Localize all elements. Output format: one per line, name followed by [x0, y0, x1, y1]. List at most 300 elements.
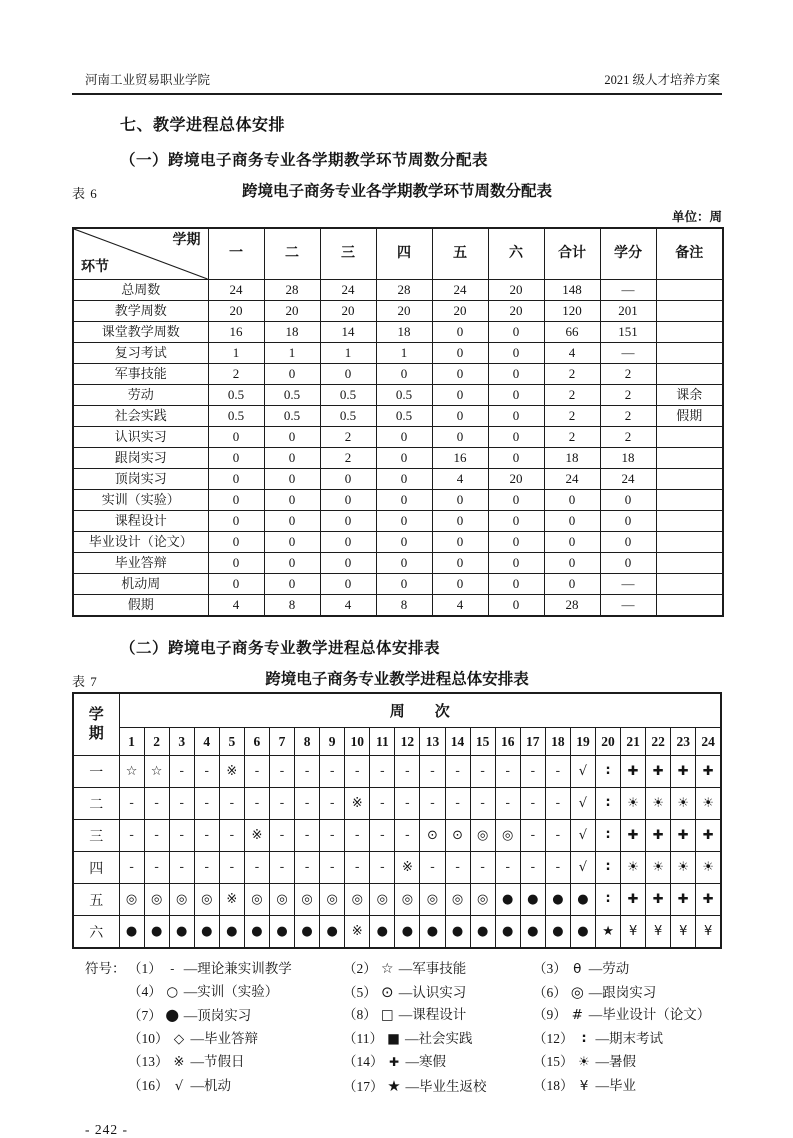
week-symbol-cell: - — [320, 820, 345, 852]
cell-value: 0 — [376, 490, 432, 511]
cell-value — [656, 574, 723, 595]
legend-item — [533, 1004, 722, 1028]
week-symbol-cell: ∶ — [595, 852, 620, 884]
legend-number: （7） — [128, 1008, 162, 1023]
cell-value: 2 — [544, 406, 600, 427]
cell-value: 24 — [544, 469, 600, 490]
legend-prefix — [72, 1004, 128, 1028]
week-symbol-cell: ● — [144, 916, 169, 949]
week-symbol-cell: - — [520, 820, 545, 852]
week-symbol-cell: - — [470, 756, 495, 788]
week-symbol-cell: ✚ — [696, 884, 721, 916]
week-symbol-cell: ● — [520, 884, 545, 916]
legend-number: （16） — [128, 1077, 169, 1093]
schedule-row — [73, 788, 721, 820]
table-row — [73, 301, 723, 322]
cell-value: 1 — [208, 343, 264, 364]
legend-item — [343, 1051, 533, 1075]
cell-value: 0 — [208, 511, 264, 532]
column-header: 备注 — [656, 228, 723, 280]
table7-caption — [72, 670, 722, 690]
week-symbol-cell: ∶ — [595, 756, 620, 788]
cell-value: 120 — [544, 301, 600, 322]
week-symbol-cell: - — [144, 852, 169, 884]
week-symbol-cell: ∶ — [595, 884, 620, 916]
legend-label: —社会实践 — [405, 1030, 473, 1046]
cell-value: 16 — [208, 322, 264, 343]
week-symbol-cell: ● — [445, 916, 470, 949]
week-number-row — [73, 728, 721, 756]
legend-item — [343, 1075, 533, 1099]
cell-value: 0 — [488, 574, 544, 595]
schedule-row — [73, 756, 721, 788]
legend-item — [533, 1051, 722, 1075]
legend-number: （17） — [343, 1078, 384, 1094]
cell-value: 0 — [432, 406, 488, 427]
legend-number: （10） — [128, 1030, 169, 1046]
table-row — [73, 532, 723, 553]
cell-value: 0 — [432, 574, 488, 595]
column-header: 六 — [488, 228, 544, 280]
legend-symbol: ✚ — [388, 1055, 400, 1069]
week-number: 3 — [169, 728, 194, 756]
week-symbol-cell: ◎ — [495, 820, 520, 852]
week-symbol-cell: ● — [570, 884, 595, 916]
week-symbol-cell: ● — [370, 916, 395, 949]
subsection-title-1: （一）跨境电子商务专业各学期教学环节周数分配表 — [120, 152, 489, 169]
week-symbol-cell: ◎ — [470, 884, 495, 916]
schedule-row — [73, 820, 721, 852]
row-label: 机动周 — [73, 574, 208, 595]
cell-value: 0 — [320, 574, 376, 595]
row-label: 毕业答辩 — [73, 553, 208, 574]
cell-value: 0 — [264, 448, 320, 469]
cell-value: 0 — [488, 364, 544, 385]
legend-symbol: ∶ — [582, 1031, 586, 1047]
legend-item — [343, 981, 533, 1005]
week-symbol-cell: - — [194, 852, 219, 884]
cell-value: 0 — [544, 532, 600, 553]
week-symbol-cell: - — [345, 756, 370, 788]
cell-value: 2 — [320, 448, 376, 469]
legend-number: （9） — [533, 1007, 567, 1022]
cell-value: 20 — [376, 301, 432, 322]
week-symbol-cell: - — [269, 820, 294, 852]
cell-value: 1 — [376, 343, 432, 364]
cell-value: — — [600, 280, 656, 301]
week-symbol-cell: ☀ — [621, 852, 646, 884]
legend-symbol: ★ — [387, 1076, 401, 1095]
cell-value: 24 — [208, 280, 264, 301]
unit-note: 单位：周 — [671, 210, 722, 224]
legend-number: （3） — [533, 961, 567, 976]
week-symbol-cell: ※ — [219, 756, 244, 788]
table-row — [73, 595, 723, 617]
week-symbol-cell: ☀ — [646, 852, 671, 884]
week-symbol-cell: - — [119, 852, 144, 884]
week-symbol-cell: ✚ — [696, 756, 721, 788]
header-plan-name: 2021 级人才培养方案 — [604, 73, 720, 87]
cell-value: 0 — [544, 511, 600, 532]
table-row — [73, 511, 723, 532]
weeks-distribution-table — [72, 227, 724, 617]
row-label: 实训（实验） — [73, 490, 208, 511]
cell-value — [656, 532, 723, 553]
cell-value: 28 — [544, 595, 600, 617]
legend-prefix — [72, 1028, 128, 1052]
cell-value: 0 — [432, 553, 488, 574]
week-symbol-cell: - — [219, 820, 244, 852]
table7-label: 表 7 — [72, 674, 98, 689]
table6-caption — [72, 182, 722, 202]
week-symbol-cell: ※ — [345, 916, 370, 949]
cell-value — [656, 301, 723, 322]
week-symbol-cell: - — [395, 820, 420, 852]
cell-value: 0 — [376, 427, 432, 448]
cell-value: 0 — [208, 490, 264, 511]
week-symbol-cell: - — [420, 852, 445, 884]
week-number: 23 — [671, 728, 696, 756]
cell-value: 0 — [376, 448, 432, 469]
cell-value: 0 — [600, 532, 656, 553]
legend-number: （18） — [533, 1077, 574, 1093]
semester-header-char-2: 期 — [88, 725, 104, 742]
legend-number: （12） — [533, 1030, 574, 1046]
cell-value: 66 — [544, 322, 600, 343]
week-number: 17 — [520, 728, 545, 756]
week-symbol-cell: ◎ — [295, 884, 320, 916]
semester-header-char-1: 学 — [88, 706, 104, 723]
cell-value: 0 — [432, 532, 488, 553]
legend-symbol: ☆ — [380, 961, 394, 977]
cell-value: 2 — [600, 427, 656, 448]
week-number: 6 — [244, 728, 269, 756]
legend-symbol: ※ — [173, 1055, 185, 1070]
week-symbol-cell: - — [269, 852, 294, 884]
week-symbol-cell: - — [244, 756, 269, 788]
cell-value: 0 — [320, 532, 376, 553]
corner-label-item: 环节 — [81, 259, 109, 275]
semester-label: 五 — [73, 884, 119, 916]
cell-value: 0 — [264, 553, 320, 574]
week-symbol-cell: ◎ — [144, 884, 169, 916]
week-symbol-cell: ◎ — [395, 884, 420, 916]
week-number: 20 — [595, 728, 620, 756]
cell-value: 201 — [600, 301, 656, 322]
cell-value: 2 — [208, 364, 264, 385]
week-symbol-cell: - — [194, 820, 219, 852]
cell-value: 0.5 — [264, 406, 320, 427]
table-row — [73, 364, 723, 385]
week-symbol-cell: - — [119, 788, 144, 820]
cell-value — [656, 448, 723, 469]
legend-symbol: √ — [174, 1078, 184, 1094]
corner-label-semester: 学期 — [172, 233, 201, 248]
cell-value: 课余 — [656, 385, 723, 406]
cell-value: 0 — [488, 490, 544, 511]
cell-value: 0 — [488, 532, 544, 553]
week-symbol-cell: - — [144, 788, 169, 820]
legend-item — [533, 1075, 722, 1099]
week-symbol-cell: ∶ — [595, 788, 620, 820]
legend-label: —实训（实验） — [183, 983, 279, 999]
cell-value: 0 — [376, 532, 432, 553]
legend-item — [533, 981, 722, 1005]
legend-label: —节假日 — [190, 1054, 245, 1069]
week-symbol-cell: - — [370, 788, 395, 820]
week-symbol-cell: ● — [570, 916, 595, 949]
row-label: 毕业设计（论文） — [73, 532, 208, 553]
week-symbol-cell: ✚ — [621, 820, 646, 852]
cell-value: 0 — [208, 574, 264, 595]
week-number: 10 — [345, 728, 370, 756]
week-symbol-cell: ★ — [595, 916, 620, 949]
week-symbol-cell: - — [219, 852, 244, 884]
legend-symbol: ○ — [166, 983, 179, 1000]
cell-value — [656, 511, 723, 532]
cell-value: 14 — [320, 322, 376, 343]
cell-value: 18 — [264, 322, 320, 343]
cell-value: 0.5 — [320, 385, 376, 406]
section-title: 七、教学进程总体安排 — [120, 117, 286, 134]
week-number: 12 — [395, 728, 420, 756]
cell-value: 0.5 — [264, 385, 320, 406]
week-number: 1 — [119, 728, 144, 756]
semester-column-header — [73, 693, 119, 756]
table7-body — [73, 756, 721, 949]
week-symbol-cell: - — [420, 756, 445, 788]
schedule-row — [73, 916, 721, 949]
cell-value: 24 — [432, 280, 488, 301]
week-symbol-cell: - — [370, 756, 395, 788]
week-number: 14 — [445, 728, 470, 756]
week-symbol-cell: - — [545, 852, 570, 884]
week-symbol-cell: ∶ — [595, 820, 620, 852]
legend-symbol: ◇ — [173, 1030, 185, 1047]
cell-value: 0 — [600, 511, 656, 532]
legend-item — [533, 1028, 722, 1052]
legend-symbol: ⊙ — [380, 982, 394, 1001]
cell-value: 20 — [488, 469, 544, 490]
week-symbol-cell: - — [320, 756, 345, 788]
row-label: 认识实习 — [73, 427, 208, 448]
legend-item — [128, 1004, 343, 1028]
week-symbol-cell: ※ — [345, 788, 370, 820]
cell-value: 18 — [544, 448, 600, 469]
cell-value: 20 — [264, 301, 320, 322]
legend-line — [72, 1051, 722, 1075]
column-header: 一 — [208, 228, 264, 280]
row-label: 课程设计 — [73, 511, 208, 532]
legend-number: （2） — [343, 961, 377, 976]
legend-item — [128, 1051, 343, 1075]
legend-prefix — [72, 1075, 128, 1099]
week-symbol-cell: - — [219, 788, 244, 820]
cell-value: — — [600, 595, 656, 617]
week-symbol-cell: ◎ — [370, 884, 395, 916]
header-school-name: 河南工业贸易职业学院 — [85, 73, 211, 87]
week-symbol-cell: ◎ — [320, 884, 345, 916]
week-symbol-cell: ● — [219, 916, 244, 949]
cell-value: 0 — [376, 469, 432, 490]
week-symbol-cell: ※ — [219, 884, 244, 916]
week-symbol-cell: ◎ — [470, 820, 495, 852]
legend-item — [343, 958, 533, 981]
week-symbol-cell: ◎ — [244, 884, 269, 916]
cell-value — [656, 553, 723, 574]
week-symbol-cell: √ — [570, 788, 595, 820]
cell-value: 0 — [208, 448, 264, 469]
week-number: 24 — [696, 728, 721, 756]
cell-value: 16 — [432, 448, 488, 469]
week-symbol-cell: ✚ — [696, 820, 721, 852]
legend-symbol: ■ — [387, 1030, 400, 1047]
cell-value: 28 — [264, 280, 320, 301]
week-symbol-cell: - — [445, 756, 470, 788]
row-label: 总周数 — [73, 280, 208, 301]
column-header: 五 — [432, 228, 488, 280]
cell-value: 18 — [376, 322, 432, 343]
cell-value — [656, 322, 723, 343]
week-number: 21 — [621, 728, 646, 756]
cell-value: 0 — [320, 553, 376, 574]
column-header: 四 — [376, 228, 432, 280]
week-symbol-cell: ※ — [244, 820, 269, 852]
cell-value: 4 — [320, 595, 376, 617]
week-symbol-cell: - — [169, 788, 194, 820]
row-label: 顶岗实习 — [73, 469, 208, 490]
legend-label: —机动 — [190, 1077, 231, 1093]
cell-value: 0.5 — [376, 406, 432, 427]
week-symbol-cell: - — [445, 852, 470, 884]
week-symbol-cell: - — [169, 852, 194, 884]
legend-symbol: □ — [380, 1007, 394, 1023]
cell-value: 4 — [432, 595, 488, 617]
row-label: 假期 — [73, 595, 208, 617]
cell-value: 4 — [544, 343, 600, 364]
cell-value: 0 — [488, 343, 544, 364]
cell-value: 1 — [320, 343, 376, 364]
table-row — [73, 385, 723, 406]
legend-item — [128, 981, 343, 1005]
cell-value: 0 — [264, 427, 320, 448]
week-symbol-cell: - — [445, 788, 470, 820]
cell-value: 0 — [208, 469, 264, 490]
cell-value — [656, 490, 723, 511]
cell-value: 0 — [488, 322, 544, 343]
column-header: 二 — [264, 228, 320, 280]
cell-value: 2 — [544, 364, 600, 385]
legend-symbol: ● — [165, 1005, 180, 1024]
week-symbol-cell: ● — [495, 916, 520, 949]
week-symbol-cell: - — [545, 788, 570, 820]
week-symbol-cell: ☀ — [671, 852, 696, 884]
legend-item — [343, 1028, 533, 1052]
week-symbol-cell: ● — [495, 884, 520, 916]
cell-value: 0 — [544, 574, 600, 595]
table6-title: 跨境电子商务专业各学期教学环节周数分配表 — [241, 183, 552, 200]
week-symbol-cell: ● — [119, 916, 144, 949]
subsection-title-2: （二）跨境电子商务专业教学进程总体安排表 — [120, 640, 441, 657]
week-symbol-cell: ◎ — [169, 884, 194, 916]
cell-value: 2 — [600, 364, 656, 385]
legend-number: （6） — [533, 984, 567, 1000]
cell-value: 20 — [208, 301, 264, 322]
running-header — [72, 0, 722, 95]
cell-value: 0 — [432, 427, 488, 448]
week-symbol-cell: - — [495, 852, 520, 884]
cell-value: — — [600, 343, 656, 364]
cell-value: 2 — [544, 427, 600, 448]
legend-line — [72, 1004, 722, 1028]
table7-header-row — [73, 693, 721, 728]
legend-label: —寒假 — [405, 1054, 446, 1069]
cell-value: 0 — [600, 490, 656, 511]
legend-number: （1） — [128, 961, 162, 976]
cell-value: 4 — [208, 595, 264, 617]
cell-value: 0 — [264, 469, 320, 490]
week-symbol-cell: ☀ — [696, 788, 721, 820]
legend-symbol: - — [170, 962, 175, 976]
cell-value: 8 — [376, 595, 432, 617]
table6-label: 表 6 — [72, 186, 98, 201]
week-symbol-cell: ● — [545, 916, 570, 949]
legend-prefix — [72, 1051, 128, 1075]
week-symbol-cell: - — [545, 820, 570, 852]
legend-label: —顶岗实习 — [183, 1008, 252, 1023]
week-symbol-cell: ◎ — [194, 884, 219, 916]
legend-number: （4） — [128, 983, 162, 999]
legend-symbol: ¥ — [579, 1077, 589, 1094]
cell-value: 0 — [488, 406, 544, 427]
cell-value: 20 — [488, 280, 544, 301]
week-symbol-cell: ※ — [395, 852, 420, 884]
cell-value: 0 — [264, 532, 320, 553]
legend-label: —课程设计 — [398, 1007, 467, 1022]
cell-value: 0.5 — [208, 406, 264, 427]
week-symbol-cell: ● — [194, 916, 219, 949]
cell-value: 24 — [600, 469, 656, 490]
week-symbol-cell: ● — [269, 916, 294, 949]
legend-symbol: θ — [573, 961, 582, 977]
cell-value: 0 — [600, 553, 656, 574]
cell-value: 0 — [432, 364, 488, 385]
week-symbol-cell: - — [545, 756, 570, 788]
legend-label: —理论兼实训教学 — [183, 961, 292, 976]
cell-value: 20 — [432, 301, 488, 322]
schedule-row — [73, 852, 721, 884]
week-symbol-cell: - — [295, 820, 320, 852]
cell-value: 假期 — [656, 406, 723, 427]
column-header: 合计 — [544, 228, 600, 280]
week-number: 16 — [495, 728, 520, 756]
semester-label: 四 — [73, 852, 119, 884]
cell-value: 20 — [488, 301, 544, 322]
cell-value: 0 — [208, 553, 264, 574]
legend-number: （14） — [343, 1054, 384, 1069]
week-symbol-cell: - — [345, 820, 370, 852]
week-symbol-cell: - — [295, 852, 320, 884]
week-symbol-cell: ● — [395, 916, 420, 949]
cell-value: 0 — [544, 553, 600, 574]
week-symbol-cell: ● — [545, 884, 570, 916]
week-symbol-cell: ● — [169, 916, 194, 949]
row-label: 课堂教学周数 — [73, 322, 208, 343]
cell-value: 8 — [264, 595, 320, 617]
cell-value — [656, 280, 723, 301]
cell-value: 2 — [600, 406, 656, 427]
week-number: 11 — [370, 728, 395, 756]
